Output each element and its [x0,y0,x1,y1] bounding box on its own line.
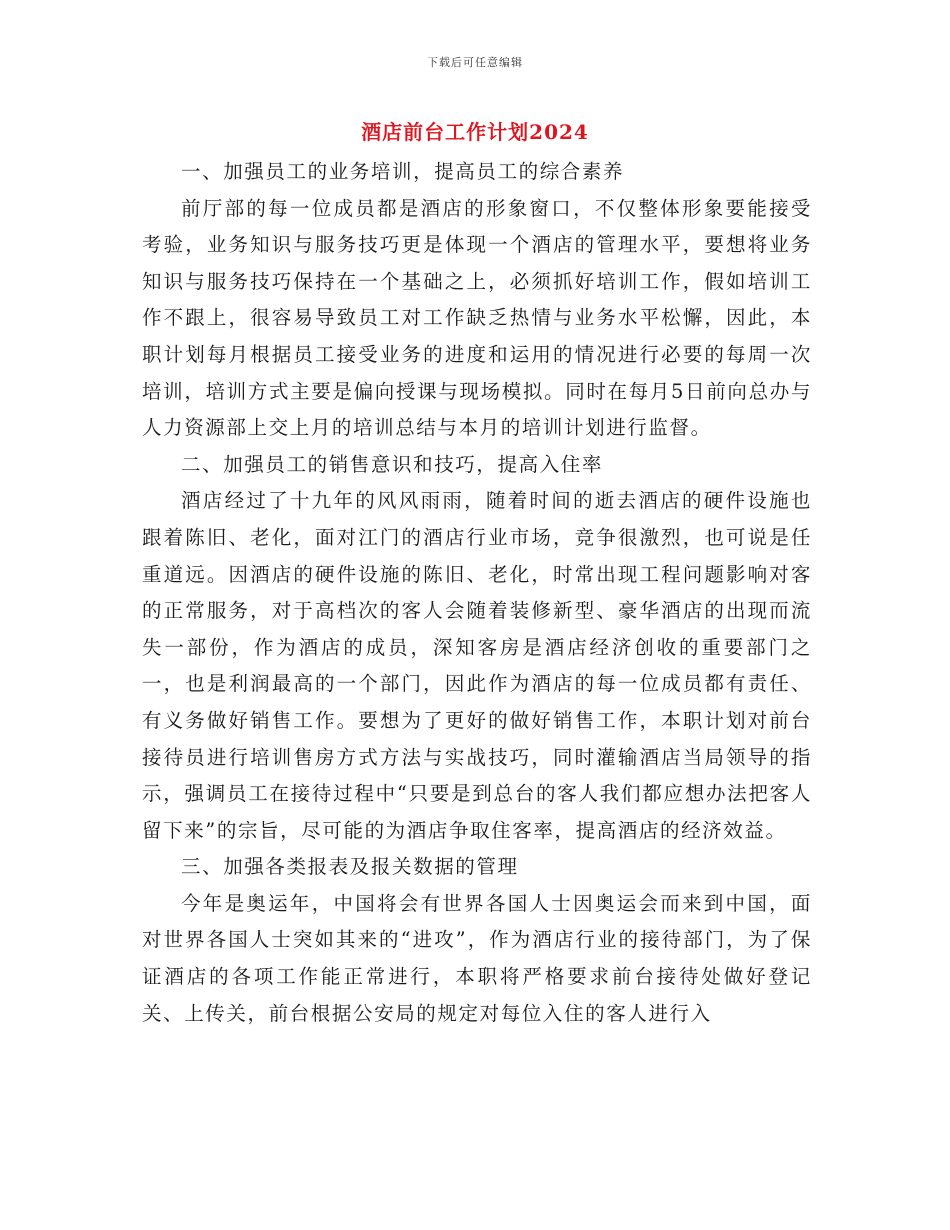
paragraph-1: 前厅部的每一位成员都是酒店的形象窗口，不仅整体形象要能接受考验，业务知识与服务技巧更是体现一个酒店的管理水平，要想将业务知识与服务技巧保持在一个基础之上，必须抓好培训工作，假如培训工作不跟上，很容易导致员工对工作缺乏热情与业务水平松懈，因此，本职计划每月根据员工接受业务的进度和运用的情况进行必要的每周一次培训，培训方式主要是偏向授课与现场模拟。同时在每月5日前向总办与人力资源部上交上月的培训总结与本月的培训计划进行监督。 [142,196,812,440]
document-title: 酒店前台工作计划2024 [361,120,589,144]
section-heading-3: 三、加强各类报表及报关数据的管理 [181,855,519,879]
section-heading-2: 二、加强员工的销售意识和技巧，提高入住率 [181,452,604,476]
header-note: 下载后可任意编辑 [427,56,523,69]
paragraph-3: 今年是奥运年，中国将会有世界各国人士因奥运会而来到中国，面对世界各国人士突如其来的“进攻”，作为酒店行业的接待部门，为了保证酒店的各项工作能正常进行，本职将严格要求前台接待处做好登记关、上传关，前台根据公安局的规定对每位入住的客人进行入 [142,891,812,1025]
paragraph-2: 酒店经过了十九年的风风雨雨，随着时间的逝去酒店的硬件设施也跟着陈旧、老化，面对江门的酒店行业市场，竞争很激烈，也可说是任重道远。因酒店的硬件设施的陈旧、老化，时常出现工程问题影响对客的正常服务，对于高档次的客人会随着装修新型、豪华酒店的出现而流失一部份，作为酒店的成员，深知客房是酒店经济创收的重要部门之一，也是利润最高的一个部门，因此作为酒店的每一位成员都有责任、有义务做好销售工作。要想为了更好的做好销售工作，本职计划对前台接待员进行培训售房方式方法与实战技巧，同时灌输酒店当局领导的指示，强调员工在接待过程中“只要是到总台的客人我们都应想办法把客人留下来”的宗旨，尽可能的为酒店争取住客率，提高酒店的经济效益。 [142,489,812,842]
section-heading-1: 一、加强员工的业务培训，提高员工的综合素养 [181,160,625,183]
document-body [142,154,812,1032]
